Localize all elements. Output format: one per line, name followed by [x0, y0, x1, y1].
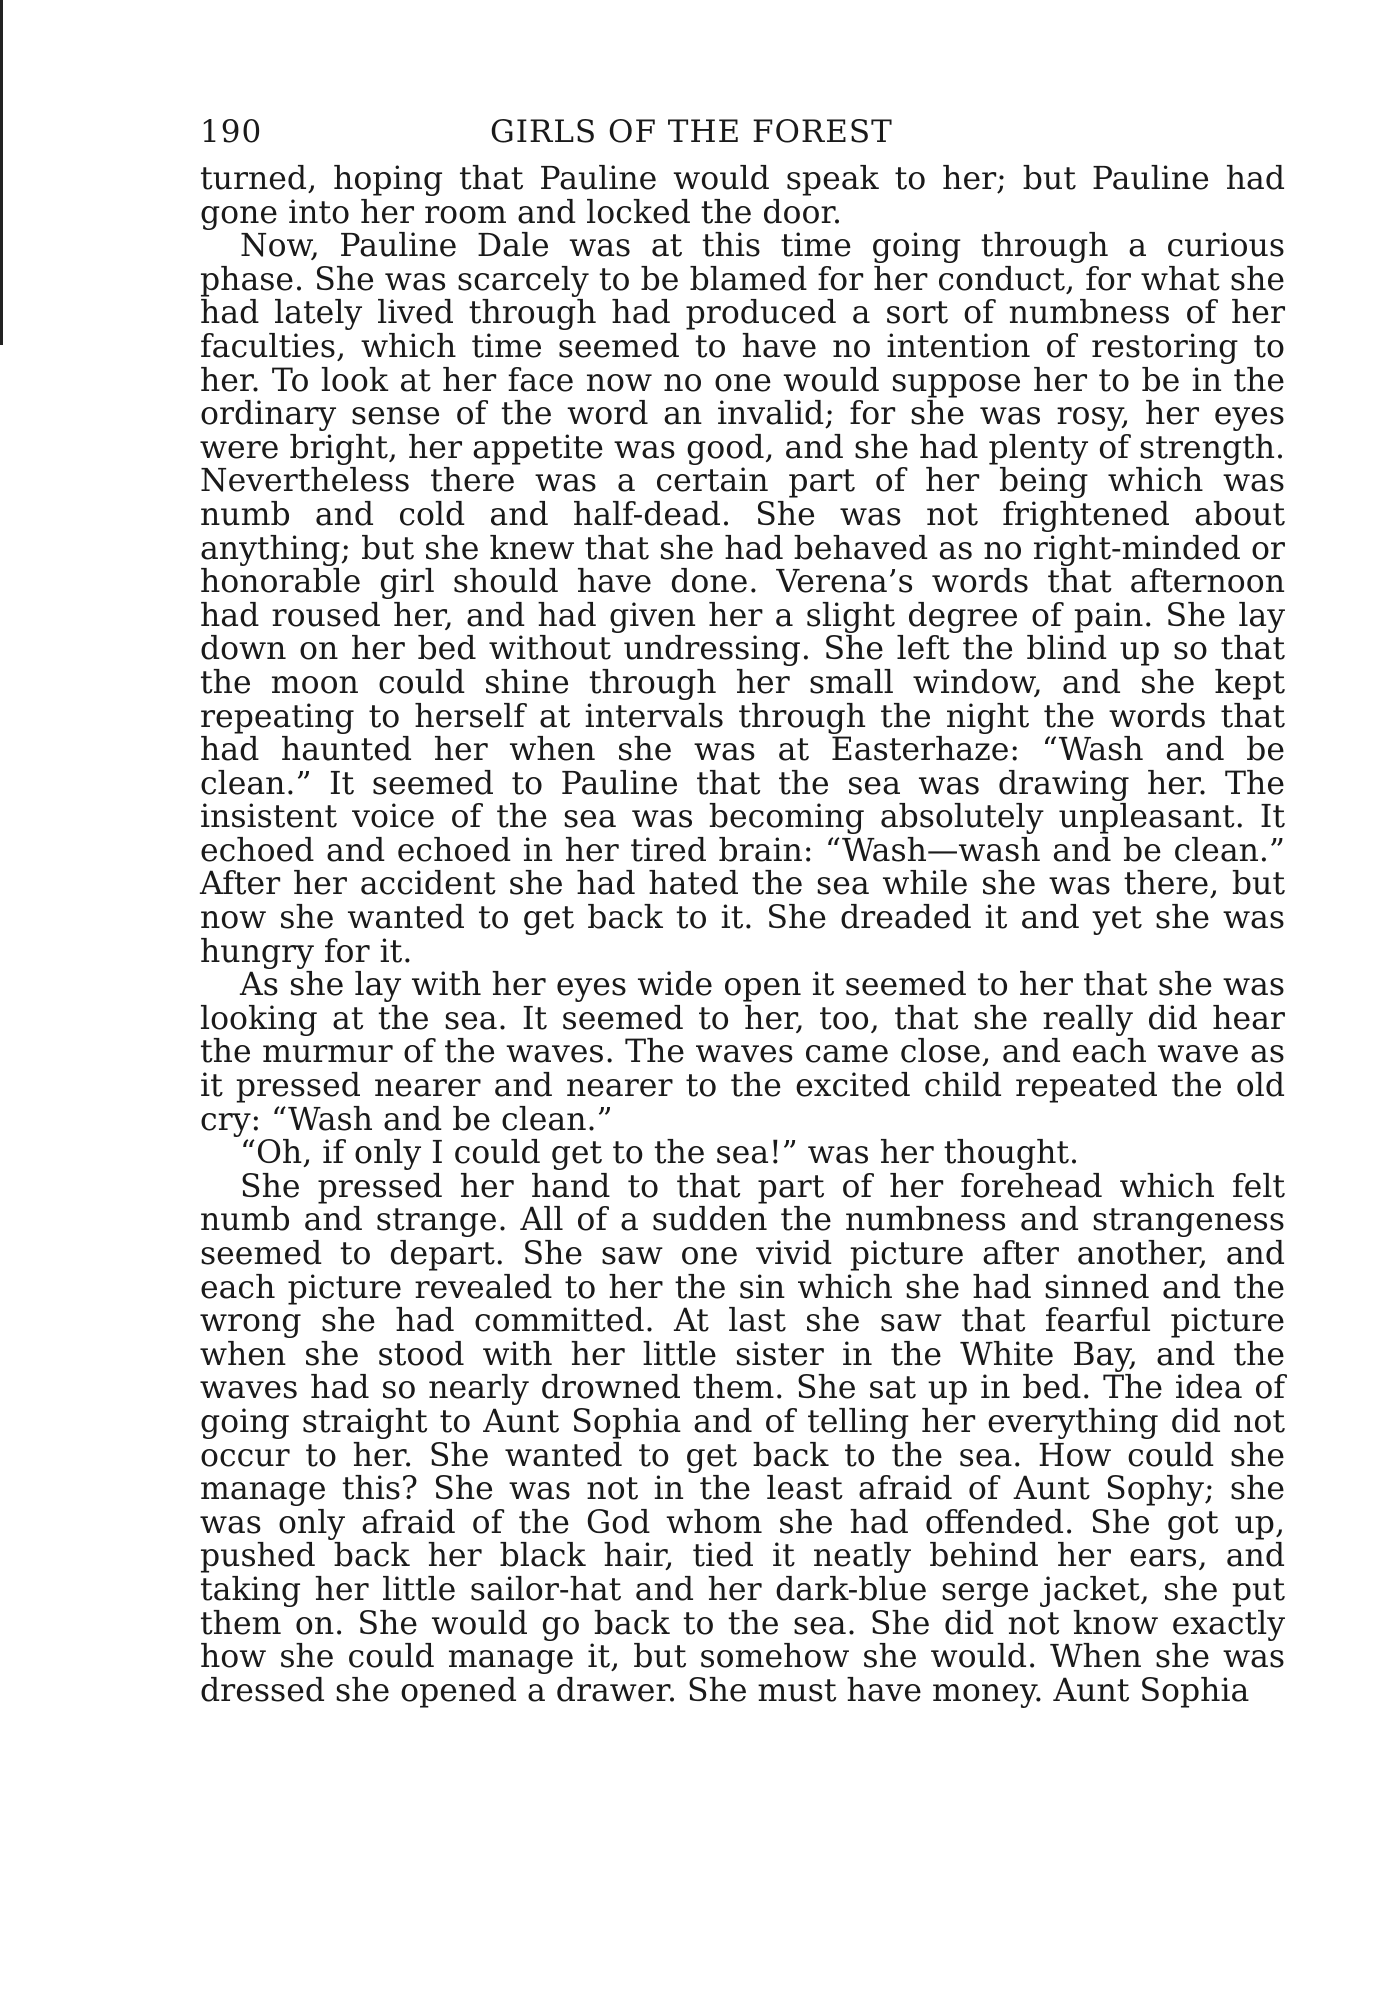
body-text: [200, 163, 1285, 1708]
page-number: 190: [200, 114, 263, 150]
paragraph: She pressed her hand to that part of her forehead which felt numb and strange. All of a sudden the numbness and strangeness seemed to depart. She saw one vivid picture after another, and each picture revealed to her the sin which she had sinned and the wrong she had committed. At last she saw that fearful picture when she stood with her little sister in the White Bay, and the waves had so nearly drowned them. She sat up in bed. The idea of going straight to Aunt Sophia and of telling her everything did not occur to her. She wanted to get back to the sea. How could she manage this? She was not in the least afraid of Aunt Sophy; she was only afraid of the God whom she had offended. She got up, pushed back her black hair, tied it neatly behind her ears, and taking her little sailor-hat and her dark-blue serge jacket, she put them on. She would go back to the sea. She did not know exactly how she could manage it, but somehow she would. When she was dressed she opened a drawer. She must have money. Aunt Sophia: [200, 1168, 1285, 1709]
paragraph: “Oh, if only I could get to the sea!” was her thought.: [240, 1135, 1080, 1172]
paragraph: As she lay with her eyes wide open it seemed to her that she was looking at the sea. It seemed to her, too, that she really did hear the murmur of the waves. The waves came close, and each wave as it pressed nearer and nearer to the excited child repeated the old cry: “Wash and be clean.”: [200, 967, 1285, 1138]
running-head: [200, 110, 1285, 154]
book-page: [200, 110, 1285, 1708]
paragraph-continued: turned, hoping that Pauline would speak to her; but Pauline had gone into her room and locked the door.: [200, 161, 1285, 231]
scan-edge-line: [0, 0, 3, 345]
running-title: GIRLS OF THE FOREST: [490, 114, 893, 150]
paragraph: Now, Pauline Dale was at this time going through a curious phase. She was scarcely to be blamed for her conduct, for what she had lately lived through had produced a sort of numbness of her faculties, which time seemed to have no intention of restoring to her. To look at her face now no one would suppose her to be in the ordinary sense of the word an invalid; for she was rosy, her eyes were bright, her appetite was good, and she had plenty of strength. Nevertheless there was a certain part of her being which was numb and cold and half-dead. She was not frightened about anything; but she knew that she had behaved as no right-minded or honorable girl should have done. Verena’s words that afternoon had roused her, and had given her a slight degree of pain. She lay down on her bed without undressing. She left the blind up so that the moon could shine through her small window, and she kept repeating to herself at intervals through the night the words that had haunted her when she was at Easterhaze: “Wash and be clean.” It seemed to Pauline that the sea was drawing her. The insistent voice of the sea was becoming absolutely unpleasant. It echoed and echoed in her tired brain: “Wash—wash and be clean.” After her accident she had hated the sea while she was there, but now she wanted to get back to it. She dreaded it and yet she was hungry for it.: [200, 228, 1285, 970]
